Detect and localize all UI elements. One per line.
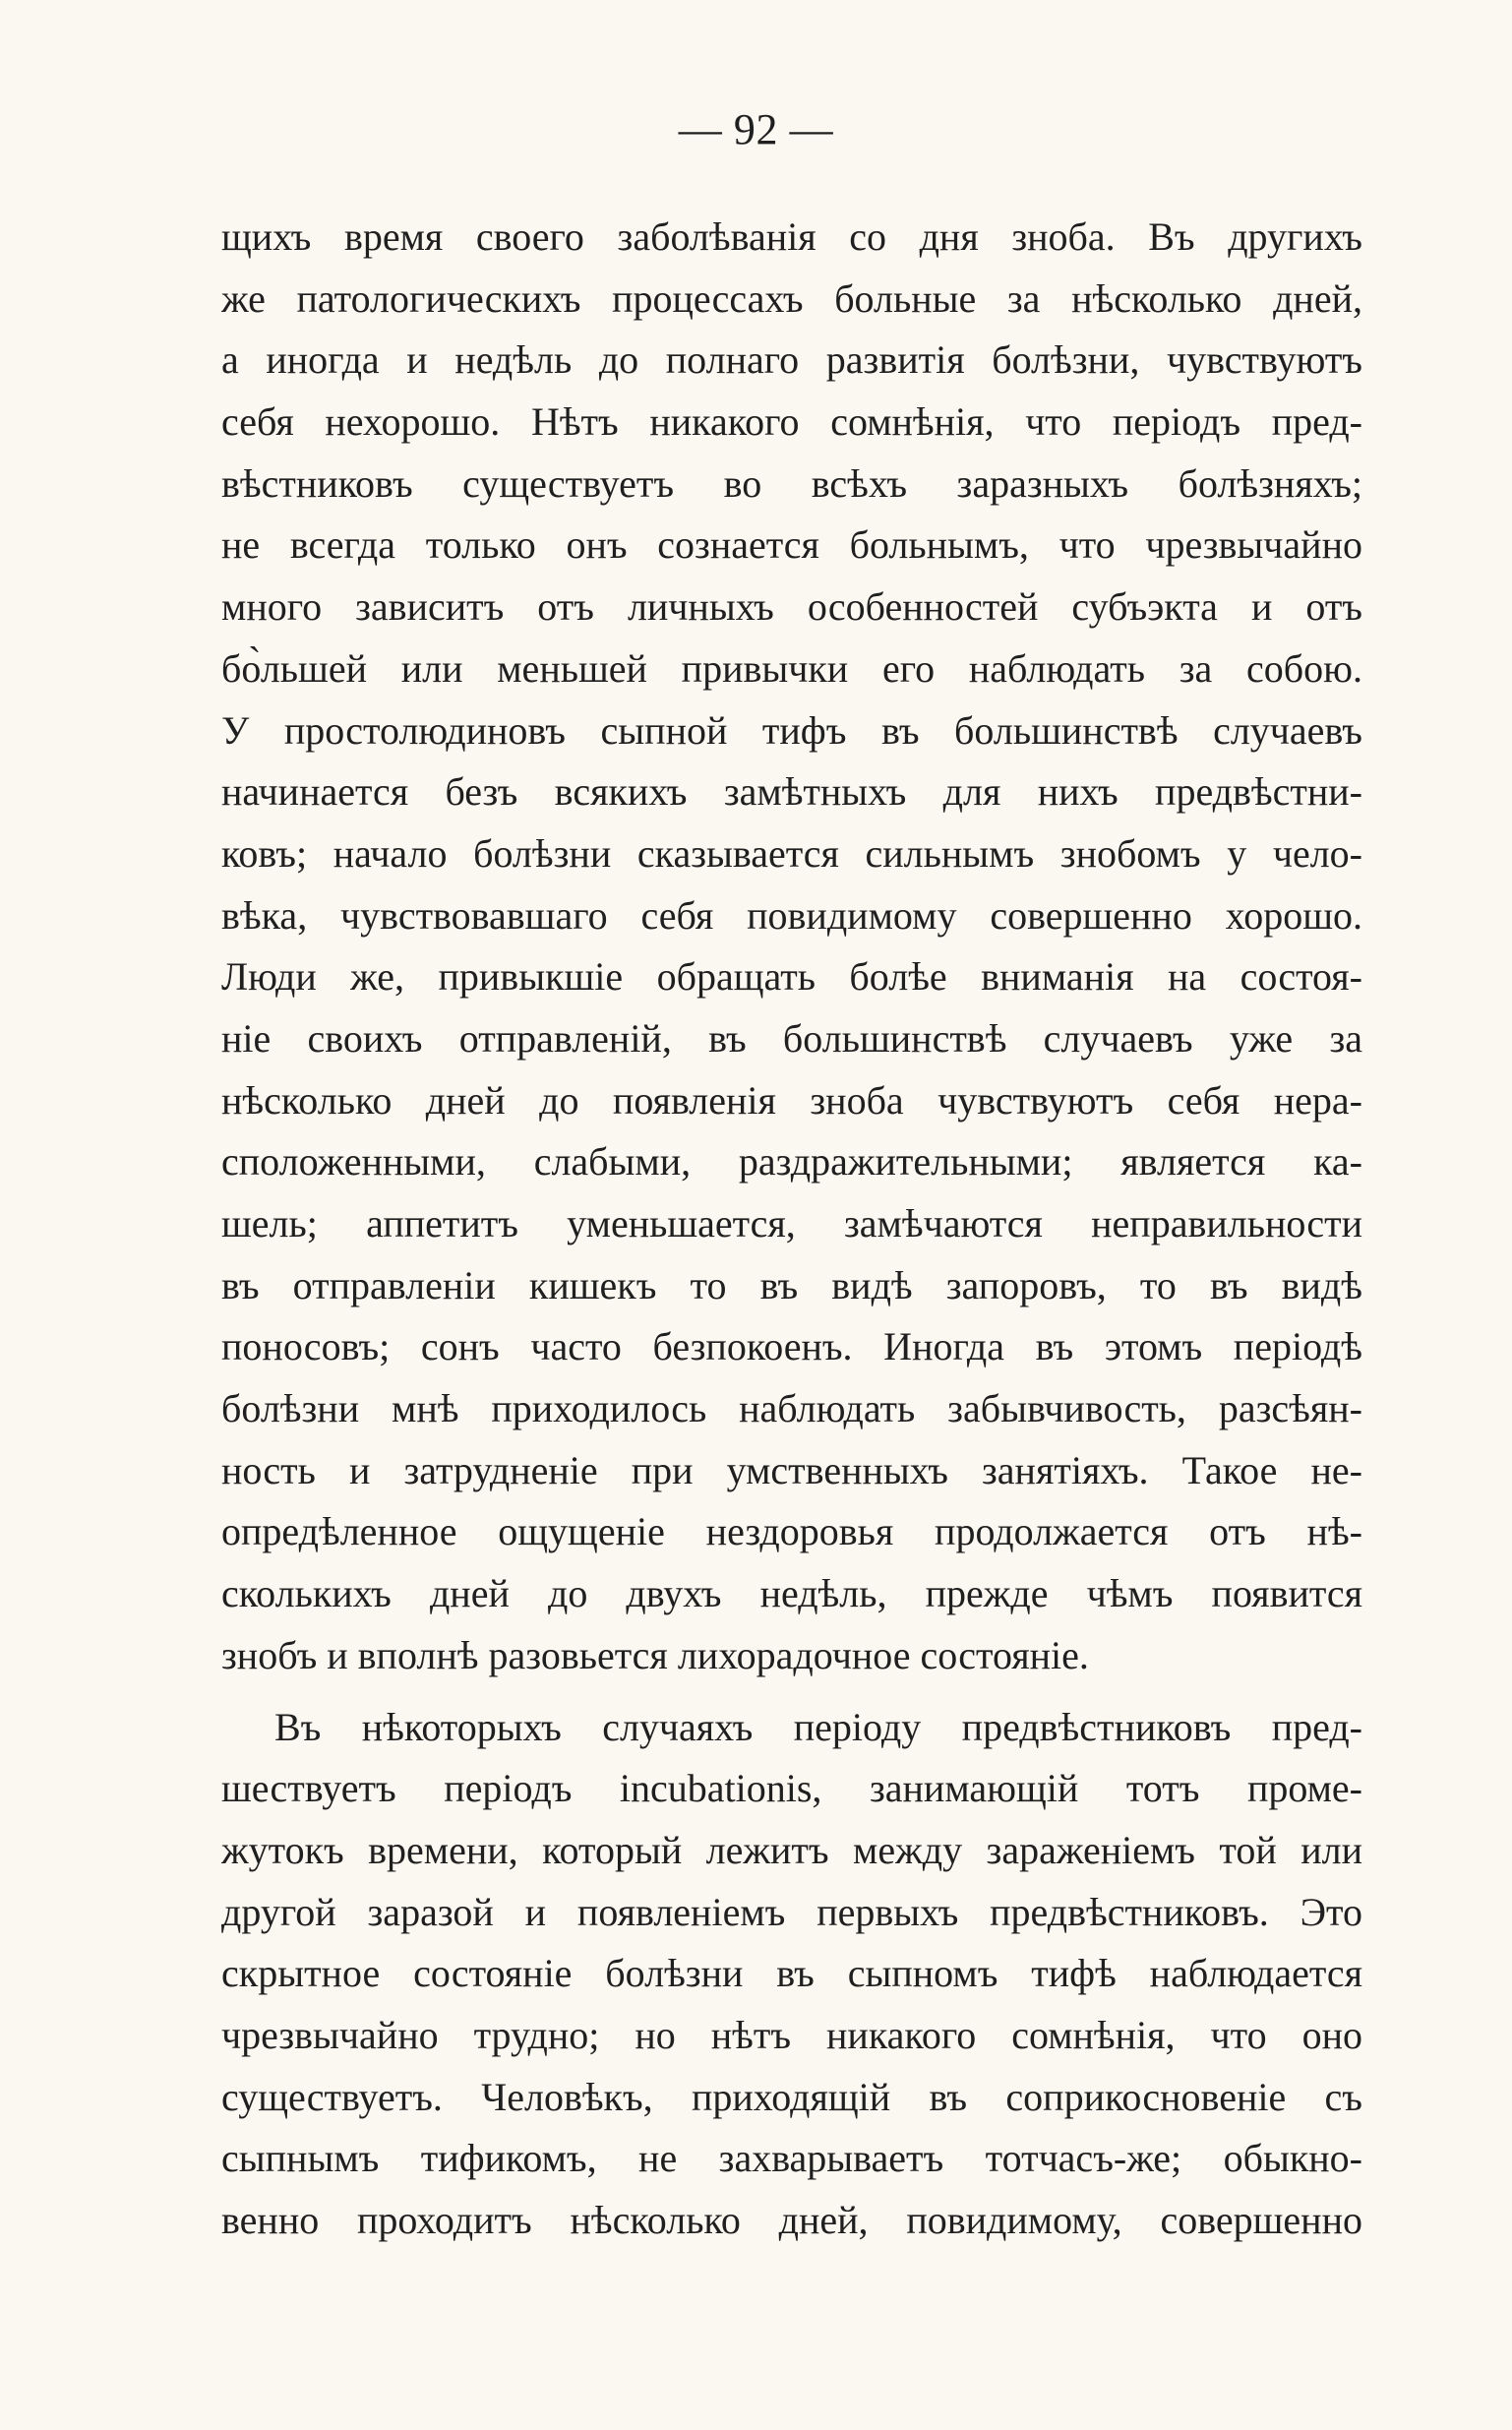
paragraph-gap xyxy=(221,1687,1362,1697)
text-line: не всегда только онъ сознается больнымъ, что чрезвычайно xyxy=(221,522,1362,568)
text-line: ніе своихъ отправленій, въ большинствѣ случаевъ уже за xyxy=(221,1015,1362,1061)
text-line: У простолюдиновъ сыпной тифъ въ большинствѣ случаевъ xyxy=(221,707,1362,753)
text-line: вѣстниковъ существуетъ во всѣхъ заразныхъ болѣзняхъ; xyxy=(221,460,1362,506)
text-line: сколькихъ дней до двухъ недѣль, прежде чѣмъ появится xyxy=(221,1571,1362,1616)
text-line: сположенными, слабыми, раздражительными; является ка- xyxy=(221,1139,1362,1185)
text-line: существуетъ. Человѣкъ, приходящій въ соприкосновеніе съ xyxy=(221,2074,1362,2119)
text-line: щихъ время своего заболѣванія со дня зноба. Въ другихъ xyxy=(221,214,1362,259)
text-line: опредѣленное ощущеніе нездоровья продолжается отъ нѣ- xyxy=(221,1509,1362,1554)
text-line: другой заразой и появленіемъ первыхъ предвѣстниковъ. Это xyxy=(221,1889,1362,1934)
text-line: шель; аппетитъ уменьшается, замѣчаются неправильности xyxy=(221,1201,1362,1245)
text-line: поносовъ; сонъ часто безпокоенъ. Иногда въ этомъ періодѣ xyxy=(221,1324,1362,1369)
text-line: венно проходитъ нѣсколько дней, повидимому, совершенно xyxy=(221,2198,1362,2242)
text-line: вѣка, чувствовавшаго себя повидимому совершенно хорошо. xyxy=(221,892,1362,938)
text-line: Люди же, привыкшіе обращать болѣе вниманія на состоя- xyxy=(221,954,1362,1000)
text-line: же патологическихъ процессахъ больные за нѣсколько дней, xyxy=(221,275,1362,321)
text-line: сыпнымъ тификомъ, не захварываетъ тотчасъ-же; обыкно- xyxy=(221,2136,1362,2181)
text-line: ковъ; начало болѣзни сказывается сильнымъ знобомъ у чело- xyxy=(221,830,1362,876)
text-line: жутокъ времени, который лежитъ между зараженіемъ той или xyxy=(221,1827,1362,1872)
text-line: бо̀льшей или меньшей привычки его наблюдать за собою. xyxy=(221,645,1362,691)
text-line: а иногда и недѣль до полнаго развитія болѣзни, чувствуютъ xyxy=(221,337,1362,383)
paragraph-end-line: знобъ и вполнѣ разовьется лихорадочное состояніе. xyxy=(221,1632,1089,1677)
text-line: въ отправленіи кишекъ то въ видѣ запоровъ, то въ видѣ xyxy=(221,1262,1362,1307)
body-text xyxy=(221,207,1362,2252)
text-line: чрезвычайно трудно; но нѣтъ никакого сомнѣнія, что оно xyxy=(221,2012,1362,2057)
text-line: себя нехорошо. Нѣтъ никакого сомнѣнія, что періодъ пред- xyxy=(221,399,1362,445)
text-line: болѣзни мнѣ приходилось наблюдать забывчивость, разсѣян- xyxy=(221,1386,1362,1431)
text-line: начинается безъ всякихъ замѣтныхъ для нихъ предвѣстни- xyxy=(221,769,1362,815)
paragraph-start-line: Въ нѣкоторыхъ случаяхъ періоду предвѣстниковъ пред- xyxy=(274,1704,1362,1749)
page-number: — 92 — xyxy=(678,105,834,153)
text-line: нѣсколько дней до появленія зноба чувствуютъ себя нера- xyxy=(221,1077,1362,1123)
text-line: скрытное состояніе болѣзни въ сыпномъ тифѣ наблюдается xyxy=(221,1951,1362,1996)
text-line: ность и затрудненіе при умственныхъ занятіяхъ. Такое не- xyxy=(221,1447,1362,1492)
text-line: много зависитъ отъ личныхъ особенностей субъэкта и отъ xyxy=(221,584,1362,630)
text-line: шествуетъ періодъ incubationis, занимающій тотъ проме- xyxy=(221,1766,1362,1811)
